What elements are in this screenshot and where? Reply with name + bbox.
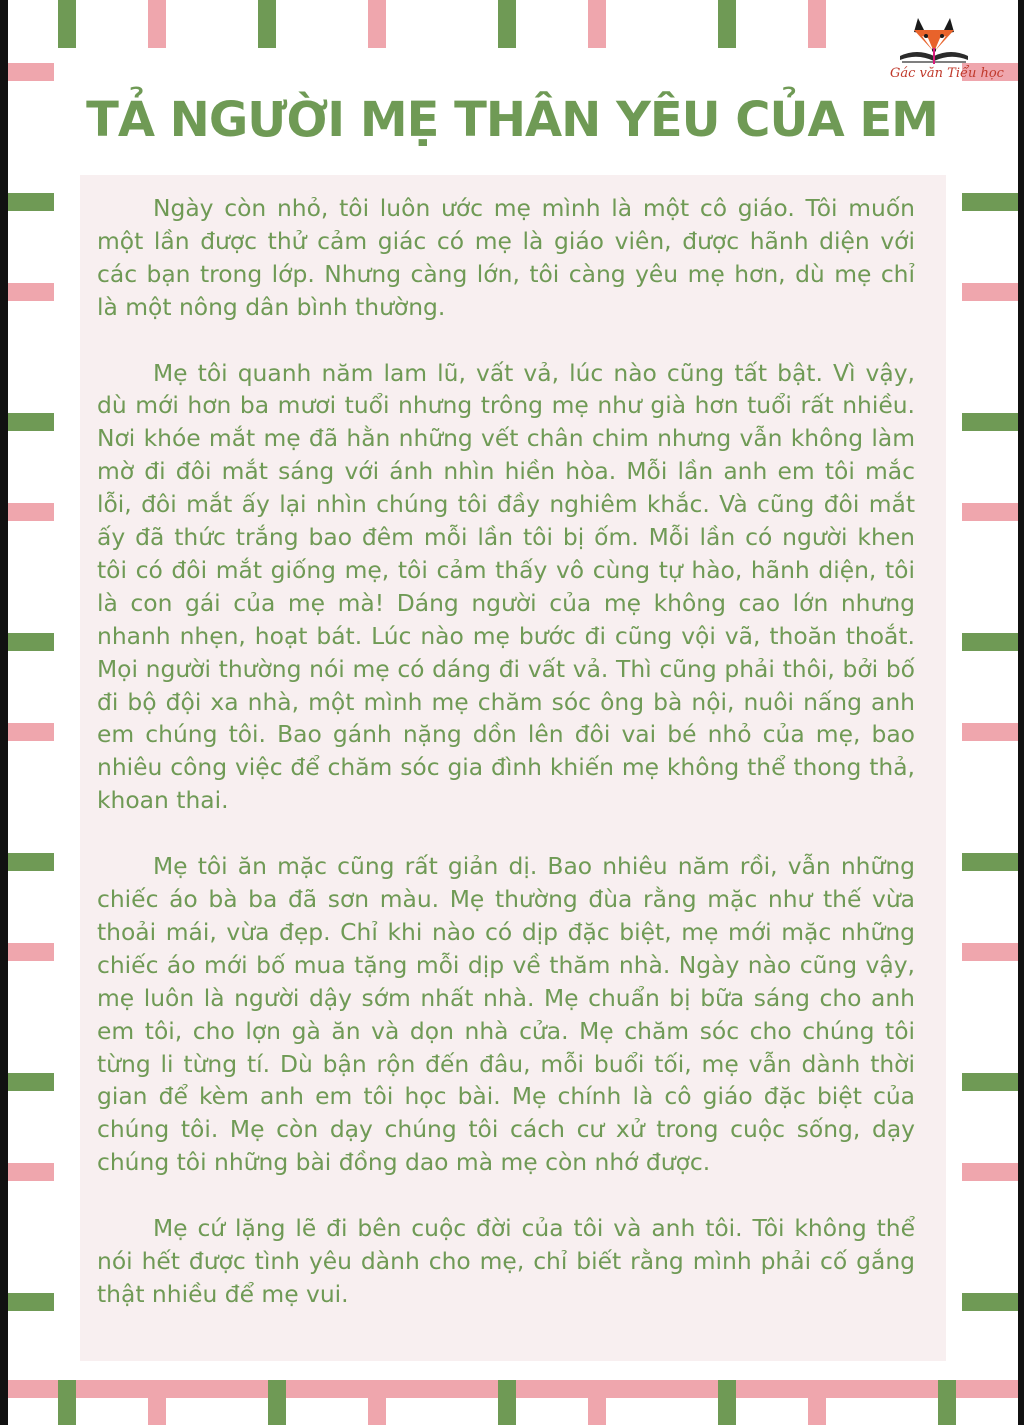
right-edge-strip <box>1018 0 1024 1425</box>
bottom-stripe-pink <box>368 1380 386 1425</box>
left-stripe-green <box>8 193 54 211</box>
bottom-stripe-pink <box>588 1380 606 1425</box>
left-stripe-green <box>8 1073 54 1091</box>
brand-name: Gác văn Tiểu học <box>890 66 1004 81</box>
left-stripe-pink <box>8 1163 54 1181</box>
bottom-stripe-green <box>268 1380 286 1425</box>
bottom-stripe-green <box>58 1380 76 1425</box>
paragraph: Ngày còn nhỏ, tôi luôn ước mẹ mình là một cô giáo. Tôi muốn một lần được thử cảm giác có mẹ là giáo viên, được hãnh diện với các bạn trong lớp. Nhưng càng lớn, tôi càng yêu mẹ hơn, dù mẹ chỉ là một nông dân bình thường. <box>97 194 915 321</box>
top-stripe-pink <box>808 0 826 48</box>
paragraph: Mẹ tôi ăn mặc cũng rất giản dị. Bao nhiêu năm rồi, vẫn những chiếc áo bà ba đã sơn màu. Mẹ thường đùa rằng mặc như thế vừa thoải mái, vừa đẹp. Chỉ khi nào có dịp đặc biệt, mẹ mới mặc những chiếc áo mới bố mua tặng mỗi dịp về thăm nhà. Ngày nào cũng vậy, mẹ luôn là người dậy sớm nhất nhà. Mẹ chuẩn bị bữa sáng cho anh em tôi, cho lợn gà ăn và dọn nhà cửa. Mẹ chăm sóc cho chúng tôi từng li từng tí. Dù bận rộn đến đâu, mỗi buổi tối, mẹ vẫn dành thời gian để kèm anh em tôi học bài. Mẹ chính là cô giáo đặc biệt của chúng tôi. Mẹ còn dạy chúng tôi cách cư xử trong cuộc sống, dạy chúng tôi những bài đồng dao mà mẹ còn nhớ được. <box>97 852 915 1177</box>
paragraph: Mẹ tôi quanh năm lam lũ, vất vả, lúc nào cũng tất bật. Vì vậy, dù mới hơn ba mươi tuổi nhưng trông mẹ như già hơn tuổi rất nhiều. Nơi khóe mắt mẹ đã hằn những vết chân chim nhưng vẫn không làm mờ đi đôi mắt sáng với ánh nhìn hiền hòa. Mỗi lần anh em tôi mắc lỗi, đôi mắt ấy lại nhìn chúng tôi đầy nghiêm khắc. Và cũng đôi mắt ấy đã thức trắng bao đêm mỗi lần tôi bị ốm. Mỗi lần có người khen tôi có đôi mắt giống mẹ, tôi cảm thấy vô cùng tự hào, hãnh diện, tôi là con gái của mẹ mà! Dáng người của mẹ không cao lớn nhưng nhanh nhẹn, hoạt bát. Lúc nào mẹ bước đi cũng vội vã, thoăn thoắt. Mọi người thường nói mẹ có dáng đi vất vả. Thì cũng phải thôi, bởi bố đi bộ đội xa nhà, một mình mẹ chăm sóc ông bà nội, nuôi nấng anh em chúng tôi. Bao gánh nặng dồn lên đôi vai bé nhỏ của mẹ, bao nhiêu công việc để chăm sóc gia đình khiến mẹ không thể thong thả, khoan thai. <box>97 358 915 815</box>
right-stripe-pink <box>962 1163 1018 1181</box>
top-stripe-pink <box>588 0 606 48</box>
left-stripe-green <box>8 633 54 651</box>
left-stripe-pink <box>8 723 54 741</box>
bottom-stripe-green <box>718 1380 736 1425</box>
bottom-stripe-green <box>938 1380 956 1425</box>
top-stripe-pink <box>148 0 166 48</box>
paragraph: Mẹ cứ lặng lẽ đi bên cuộc đời của tôi và anh tôi. Tôi không thể nói hết được tình yêu dành cho mẹ, chỉ biết rằng mình phải cố gắng thật nhiều để mẹ vui. <box>97 1214 915 1308</box>
left-stripe-pink <box>8 503 54 521</box>
right-stripe-green <box>962 413 1018 431</box>
right-stripe-pink <box>962 723 1018 741</box>
top-stripe-green <box>258 0 276 48</box>
essay-body <box>97 192 915 1344</box>
bottom-stripe-pink <box>808 1380 826 1425</box>
right-stripe-pink <box>962 503 1018 521</box>
top-stripe-green <box>498 0 516 48</box>
right-stripe-green <box>962 853 1018 871</box>
bottom-stripe-green <box>498 1380 516 1425</box>
bottom-stripe-pink <box>148 1380 166 1425</box>
right-stripe-green <box>962 1073 1018 1091</box>
right-stripe-pink <box>962 943 1018 961</box>
left-stripe-green <box>8 413 54 431</box>
page-title: TẢ NGƯỜI MẸ THÂN YÊU CỦA EM <box>86 92 938 148</box>
left-stripe-pink <box>8 943 54 961</box>
left-stripe-green <box>8 1293 54 1311</box>
side-stripe-pink <box>8 63 54 81</box>
right-stripe-pink <box>962 283 1018 301</box>
left-stripe-green <box>8 853 54 871</box>
right-stripe-green <box>962 633 1018 651</box>
right-stripe-green <box>962 193 1018 211</box>
top-stripe-green <box>58 0 76 48</box>
top-stripe-green <box>718 0 736 48</box>
top-stripe-pink <box>368 0 386 48</box>
left-edge-strip <box>0 0 8 1425</box>
right-stripe-green <box>962 1293 1018 1311</box>
left-stripe-pink <box>8 283 54 301</box>
